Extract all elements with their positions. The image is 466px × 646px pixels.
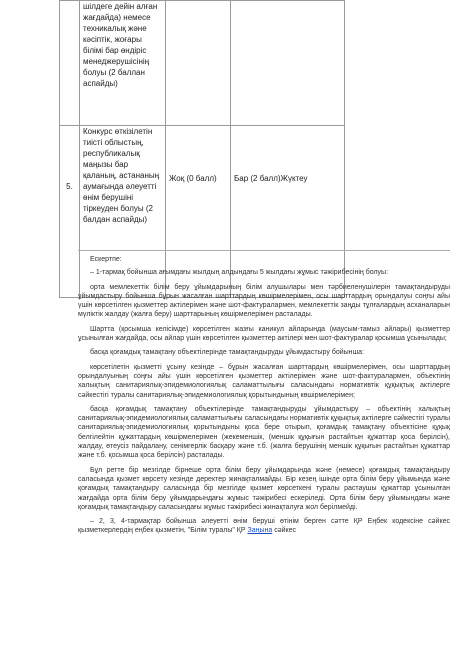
yes-value-cell: Бар (2 балл)Жүктеу (231, 126, 345, 298)
no-value-cell (166, 1, 231, 126)
table-row (60, 1, 345, 126)
note-paragraph (78, 517, 450, 536)
no-value-cell: Жоқ (0 балл) (166, 126, 231, 298)
note-paragraph: басқа қоғамдық тамақтану объектілерінде тамақтандыруды ұйымдастыру бойынша: (90, 349, 364, 357)
notes-title: Ескертпе: (90, 256, 122, 263)
note-paragraph: орта мемлекеттік білім беру ұйымдарының білім алушылары мен тәрбиеленушілерін тамақтандыруды ұйымдастыру бойынша бұрын жасалған шарттардың көшірмелерімен, осы шарттардың орындалуы соңғы айы үшін көрсетілген қызметтер актілерімен және шот-фактуралармен, мемлекеттік заңды тұлғалардың асханаларын мүліктік жалдау (жалға беру) шарттарының көшірмелерімен расталады. (78, 283, 450, 319)
note-text: – 2, 3, 4-тармақтар бойынша әлеуетті өнім беруші өтінім берген сәтте ҚР Еңбек кодексіне сәйкес қызметкерлердің еңбек қызметін, "Білім туралы" ҚР (78, 518, 450, 535)
row-number (60, 1, 80, 126)
note-paragraph: басқа қоғамдық тамақтану объектілерінде тамақтандыруды ұйымдастыру – объектінің халықтың санитариялық-эпидемиологиялық саламаттылығы саласындағы нормативтік құқықтық актілерге сәйкестігі туралы санитариялық-эпидемиологиялық қорытындыны қоса бере отырып, қоғамдық тамақтану объектісіне құқық белгілейтін құжаттардың көшірмелерімен (жекеменшік, (меншік құқығын растайтын құжаттар қоса берілсін), жалдау, өтеусіз пайдалану, сенімгерлік басқару және т.б. (жалға берушінің меншік құқығын растайтын құжаттар және т.б. қосымша қоса берілсін) расталады. (78, 405, 450, 460)
law-link[interactable]: Заңына (247, 527, 273, 535)
criterion-cell: Конкурс өткізілетін тиісті облыстың, республикалық маңызы бар қаланың, астананың аумағында әлеуетті өнім берушіні тіркеуден болуы (2 балдан аспайды) (80, 126, 166, 298)
note-paragraph: Шартта (қосымша келісімде) көрсетілген жазғы каникул айларында (маусым-тамыз айлары) қызметтер ұсынылған жағдайда, осы айлар үшін көрсетілген қызметтер актілері мен шот-фактуралар қосымша ұсынылады; (78, 325, 450, 343)
row-number: 5. (60, 126, 80, 298)
criterion-cell: шілдеге дейін алған жағдайда) немесе техникалық және кәсіптік, жоғары білімі бар өндіріс менеджерушісінің болуы (2 баллан аспайды) (80, 1, 166, 126)
note-text: сәйкес (272, 527, 297, 535)
note-paragraph: көрсетілетін қызметті ұсыну кезінде – бұрын жасалған шарттардың көшірмелерімен, осы шарттардың орындалуының соңғы айы үшін көрсетілген қызметтер актілерімен және шот-фактуралармен, объектінің халықтың санитариялық-эпидемиологиялық саламаттылығы саласындағы нормативтік құқықтық актілерге сәйкестігі туралы санитариялық-эпидемиологиялық қорытындының көшірмелерімен; (78, 363, 450, 399)
notes-section (78, 250, 450, 541)
note-paragraph: – 1-тармақ бойынша ағымдағы жылдың алдындағы 5 жылдағы жұмыс тәжірибесінің болуы: (90, 269, 389, 277)
note-paragraph: Бұл ретте бір мезгілде бірнеше орта білім беру ұйымдарында және (немесе) қоғамдық тамақтандыру саласында қызмет көрсету кезінде деректер жинақталмайды. Бір кезең ішінде орта білім беру ұйымында және қоғамдық тамақтандыру саласында бір мезгілде қызмет көрсеткені туралы растаушы құжаттар ұсынылған жағдайда орта білім беру ұйымдарындағы жұмыс тәжірибесі ескеріледі. Орта білім беру ұйымындағы және қоғамдық тамақтандыру саласындағы жұмыс тәжірибесі жинақталуға жол берілмейді. (78, 466, 450, 511)
yes-value-cell (231, 1, 345, 126)
